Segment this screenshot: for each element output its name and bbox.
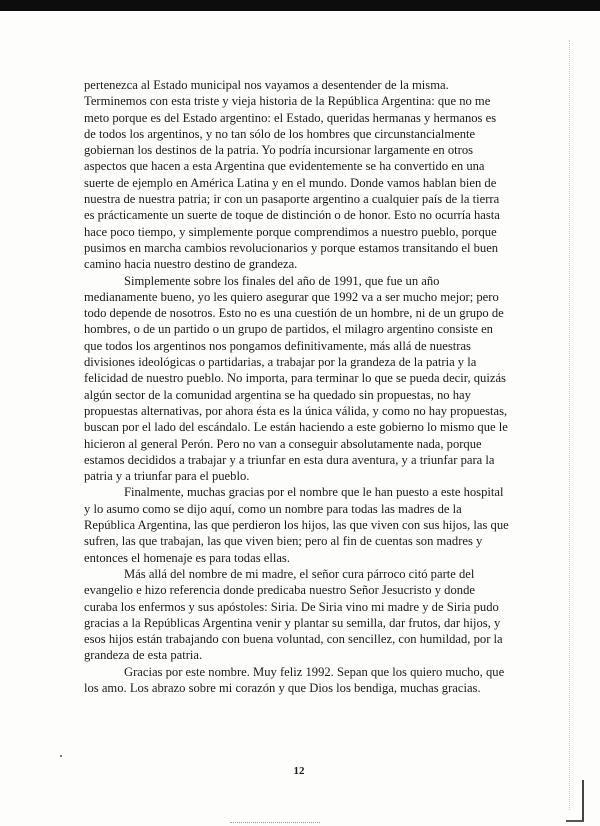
paragraph-4: Más allá del nombre de mi madre, el señor cura párroco citó parte del evangelio e hizo referencia donde predicaba nuestro Señor Jesucristo y donde curaba los enfermos y sus apóstoles: Siria. De Siria vino mi madre y de Siria pudo gracias a la Repúblicas Argentina venir y plantar su semilla, dar frutos, dar hijos, y esos hijos están trabajando con buena voluntad, con sencillez, con humildad, por la grandeza de esta patria. — [84, 566, 503, 663]
scan-edge-artifact — [565, 40, 570, 810]
scan-top-border — [0, 0, 600, 11]
paragraph-1: pertenezca al Estado municipal nos vayamos a desentender de la misma. Terminemos con esta triste y vieja historia de la República Argentina: que no me meto porque es del Estado argentino: el Estado, queridas hermanas y hermanos es de todos los argentinos, y no tan sólo de los hombres que circunstancialmente gobiernan los destinos de la patria. Yo podría incursionar largamente en otros aspectos que hacen a esta Argentina que evidentemente se ha convertido en una suerte de ejemplo en América Latina y en el mundo. Donde vamos hablan bien de nuestra de nuestra patria; ir con un pasaporte argentino a cualquier país de la tierra es prácticamente un suerte de toque de distinción o de honor. Esto no ocurría hasta hace poco tiempo, y simplemente porque comprendimos a nuestro pueblo, porque pusimos en marcha cambios revolucionarios y porque estamos transitando el buen camino hacia nuestro destino de grandeza. — [84, 78, 500, 272]
page-number: 12 — [293, 765, 305, 777]
paragraph-5: Gracias por este nombre. Muy feliz 1992. Sepan que los quiero mucho, que los amo. Los abrazo sobre mi corazón y que Dios los bendiga, muchas gracias. — [84, 664, 505, 695]
scan-bottom-artifact — [230, 820, 320, 823]
scan-corner-artifact — [566, 780, 584, 822]
scan-speck — [60, 755, 62, 757]
paragraph-3: Finalmente, muchas gracias por el nombre que le han puesto a este hospital y lo asumo como se dijo aquí, como un nombre para todas las madres de la República Argentina, las que perdieron los hijos, las que viven con sus hijos, las que sufren, las que trabajan, las que viven bien; pero al fin de cuentas son madres y entonces el homenaje es para todas ellas. — [84, 485, 509, 565]
paragraph-2: Simplemente sobre los finales del año de 1991, que fue un año medianamente bueno, yo les quiero asegurar que 1992 va a ser mucho mejor; pero todo depende de nosotros. Esto no es una cuestión de un hombre, ni de un grupo de hombres, o de un partido o un grupo de partidos, el milagro argentino consiste en que todos los argentinos nos pongamos definitivamente, más allá de nuestras divisiones ideológicas o partidarias, a trabajar por la grandeza de la patria y la felicidad de nuestro pueblo. No importa, para terminar lo que se pueda decir, quizás algún sector de la comunidad argentina se ha quedado sin propuestas, no hay propuestas alternativas, por ahora ésta es la única válida, y como no hay propuestas, buscan por el lado del escándalo. Le están haciendo a este gobierno lo mismo que le hicieron al general Perón. Pero no van a conseguir absolutamente nada, porque estamos decididos a trabajar y a triunfar en esta dura aventura, y a triunfar para la patria y a triunfar para el pueblo. — [84, 273, 508, 484]
body-text — [84, 77, 509, 696]
